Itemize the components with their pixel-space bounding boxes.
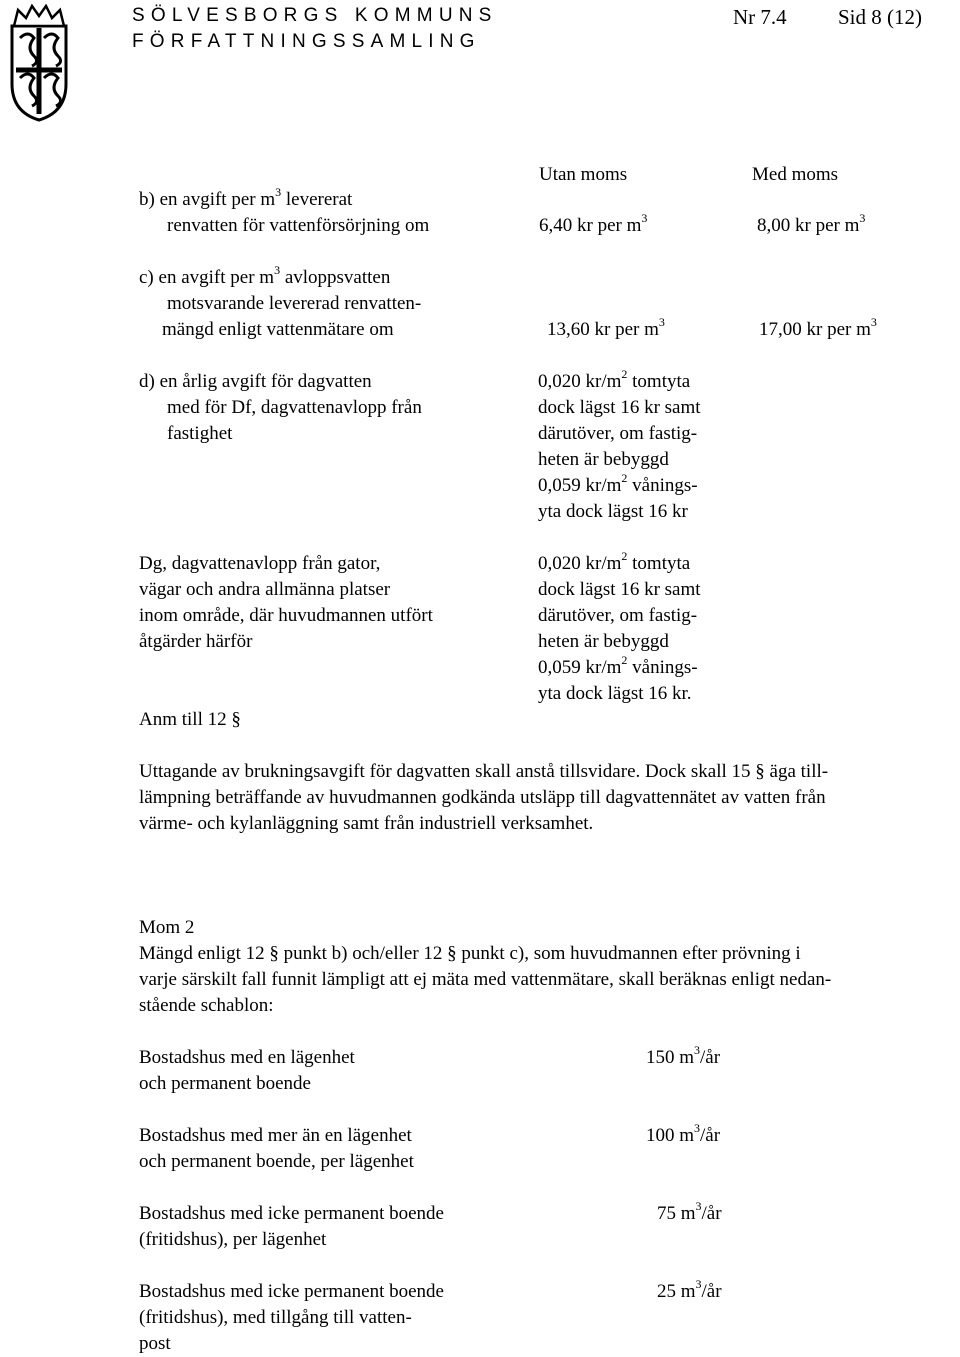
item-d-text: d) en årlig avgift för dagvatten med för Df, dagvattenavlopp från fastighet — [139, 371, 422, 444]
schablon-row: Bostadshus med mer än en lägenhet och permanent boende, per lägenhet — [139, 1125, 414, 1172]
schablon-value: 150 $m^3/år$ — [646, 1042, 721, 1068]
schablon-row: Bostadshus med icke permanent boende (fritidshus), per lägenhet — [139, 1203, 444, 1250]
municipal-coat-of-arms-logo — [8, 4, 70, 122]
mom2-title: Mom 2 — [139, 917, 195, 938]
item-dg-text: Dg, dagvattenavlopp från gator, vägar och andra allmänna platser inom område, där huvudmannen utfört åtgärder härför — [139, 553, 433, 652]
item-b-line1: b) en avgift per $m^3$ levererat — [139, 184, 353, 210]
document-number: Nr 7.4 — [733, 5, 787, 29]
item-c-price-med: 17,00 kr per $m^3$ — [759, 314, 877, 340]
schablon-row: Bostadshus med icke permanent boende (fritidshus), med tillgång till vatten- post — [139, 1281, 444, 1354]
item-b-price-utan: 6,40 kr per $m^3$ — [539, 210, 648, 236]
schablon-value: 100 $m^3/år$ — [646, 1120, 721, 1146]
org-name-line1: SÖLVESBORGS KOMMUNS — [132, 5, 498, 26]
schablon-row: Bostadshus med en lägenhet och permanent boende — [139, 1047, 355, 1094]
column-header-med-moms: Med moms — [752, 164, 839, 185]
item-c-line3: mängd enligt vattenmätare om — [162, 319, 394, 340]
page-number: Sid 8 (12) — [838, 5, 922, 29]
anm-note: Anm till 12 § — [139, 709, 241, 730]
column-header-utan-moms: Utan moms — [539, 164, 628, 185]
dagvatten-paragraph: Uttagande av brukningsavgift för dagvatten skall anstå tillsvidare. Dock skall 15 § äga till- lämpning beträffande av huvudmannen godkända utsläpp till dagvattennätet av vatten från värme- och kylanläggning samt från industriell verksamhet. — [139, 761, 829, 834]
schablon-value: 75 $m^3/år$ — [657, 1198, 722, 1224]
item-d-rate: 0,020 $kr/m^2$ tomtyta dock lägst 16 kr samt därutöver, om fastig- heten är bebyggd 0,059 $kr/m^2$ vånings- yta dock lägst 16 kr — [538, 366, 701, 522]
item-dg-rate: 0,020 $kr/m^2$ tomtyta dock lägst 16 kr samt därutöver, om fastig- heten är bebyggd 0,059 $kr/m^2$ vånings- yta dock lägst 16 kr. — [538, 548, 701, 704]
item-b-price-med: 8,00 kr per $m^3$ — [757, 210, 866, 236]
item-c-line1: c) en avgift per $m^3$ avloppsvatten — [139, 262, 391, 288]
item-b-line2: renvatten för vattenförsörjning om — [167, 215, 430, 236]
item-c-price-utan: 13,60 kr per $m^3$ — [547, 314, 665, 340]
mom2-section: Mom 2 Mängd enligt 12 § punkt b) och/eller 12 § punkt c), som huvudmannen efter prövning i varje särskilt fall funnit lämpligt att ej mäta med vattenmätare, skall beräknas enligt nedan- stående schablon: — [139, 917, 832, 1016]
org-name-line2: FÖRFATTNINGSSAMLING — [132, 31, 481, 52]
item-c-line2: motsvarande levererad renvatten- — [167, 293, 422, 314]
schablon-value: 25 $m^3/år$ — [657, 1276, 722, 1302]
